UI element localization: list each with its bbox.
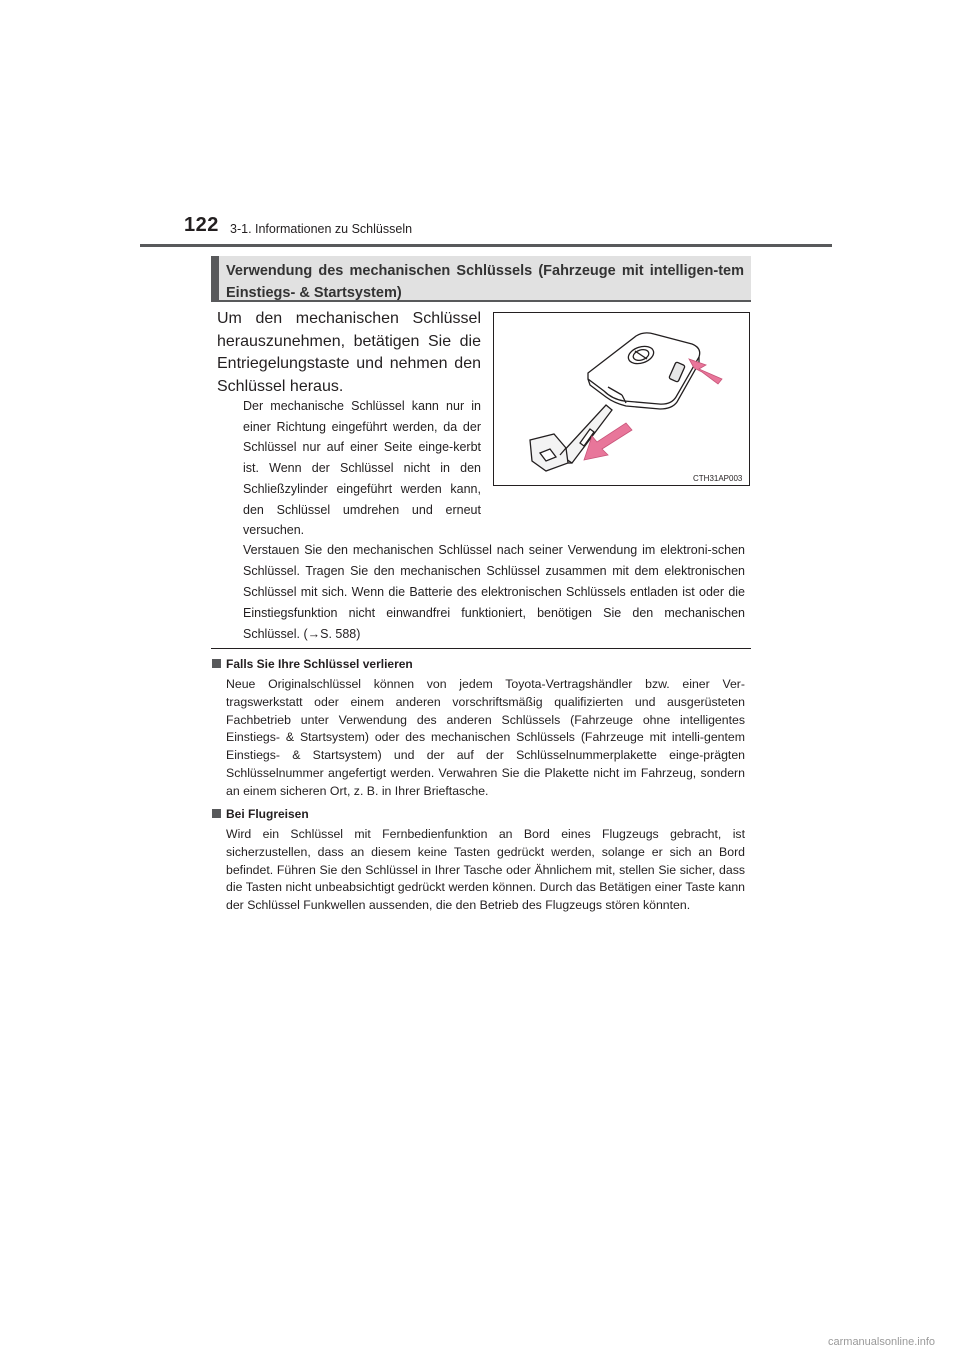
- header-rule: [140, 244, 832, 247]
- bullet-square-icon: [212, 659, 221, 668]
- watermark[interactable]: carmanualsonline.info: [828, 1336, 936, 1348]
- subsection-heading-flights: Bei Flugreisen: [212, 807, 309, 821]
- section-title-accent: [211, 256, 219, 302]
- bullet-square-icon: [212, 809, 221, 818]
- section-divider: [211, 648, 751, 649]
- subsection-body-lost-keys: Neue Originalschlüssel können von jedem Toyota-Vertragshändler bzw. einer Ver-tragswerkstatt oder einem anderen vorschriftsmäßig qualifizierten und ausgerüsteten Fachbetrieb unter Verwendung des anderen Schlüssels (Fahrzeuge ohne intelligentes Einstiegs- & Startsystem) oder des mechanischen Schlüssels (Fahrzeuge mit intelli-gentem Einstiegs- & Startsystem) und der auf der Schlüsselnummerplakette einge-prägten Schlüsselnummer angefertigt werden. Verwahren Sie die Plakette nicht im Fahrzeug, sondern an einem sicheren Ort, z. B. in Ihrer Brieftasche.: [226, 677, 745, 798]
- electronic-key-fob: [588, 333, 700, 409]
- figure-label: CTH31AP003: [693, 474, 743, 483]
- section-title: Verwendung des mechanischen Schlüssels (Fahrzeuge mit intelligen-tem Einstiegs- & Startsystem): [226, 263, 744, 301]
- key-illustration-drawing: [494, 313, 749, 485]
- running-header: 3-1. Informationen zu Schlüsseln: [230, 222, 413, 236]
- page-number: 122: [184, 214, 219, 236]
- note-storage: Verstauen Sie den mechanischen Schlüssel nach seiner Verwendung im elektroni-schen Schlüssel. Tragen Sie den mechanischen Schlüssel zusammen mit dem elektronischen Schlüssel mit sich. Wenn die Batterie des elektronischen Schlüssels entladen ist oder die Einstiegsfunktion nicht einwandfrei funktioniert, benötigen Sie den mechanischen Schlüssel. (→S. 588): [243, 543, 745, 641]
- subsection-heading-lost-keys: Falls Sie Ihre Schlüssel verlieren: [212, 657, 413, 671]
- intro-paragraph: Um den mechanischen Schlüssel herauszunehmen, betätigen Sie die Entriegelungstaste und nehmen den Schlüssel heraus.: [217, 310, 481, 395]
- subsection-body-flights: Wird ein Schlüssel mit Fernbedienfunktion an Bord eines Flugzeugs gebracht, ist sicherzustellen, dass an diesem keine Tasten gedrückt werden, solange er sich an Bord befindet. Führen Sie den Schlüssel in Ihrer Tasche oder Ähnlichem mit, stellen Sie sicher, dass die Tasten nicht unbeabsichtigt gedrückt werden können. Durch das Betätigen einer Taste kann der Schlüssel Funkwellen aussenden, die den Betrieb des Flugzeugs stören könnten.: [226, 827, 745, 913]
- key-illustration: [493, 312, 750, 486]
- mechanical-key: [530, 405, 612, 471]
- note-key-direction: Der mechanische Schlüssel kann nur in einer Richtung eingeführt werden, da der Schlüssel nur auf einer Seite einge-kerbt ist. Wenn der Schlüssel nicht in den Schließzylinder eingeführt werden kann, den Schlüssel umdrehen und erneut versuchen.: [243, 399, 481, 538]
